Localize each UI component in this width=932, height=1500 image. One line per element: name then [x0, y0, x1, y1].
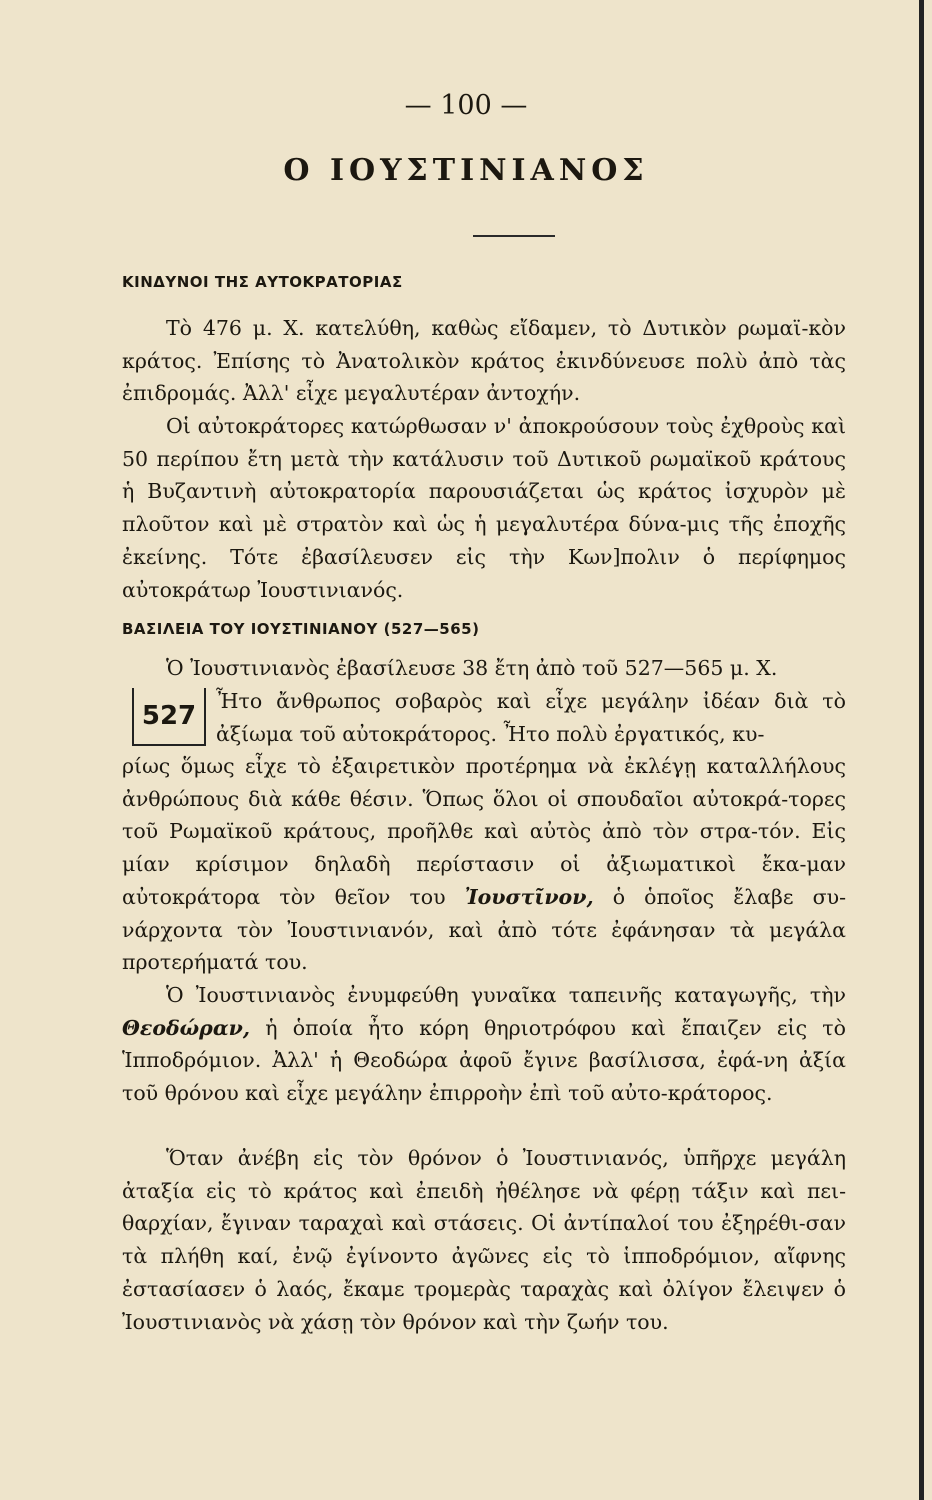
- paragraph-3-continued: [122, 750, 846, 979]
- paragraph-1: [122, 312, 846, 410]
- paragraph-3-wrapped: Ἦτο ἄνθρωπος σοβαρὸς καὶ εἶχε μεγάλην ἰδέαν διὰ τὸ ἀξίωμα τοῦ αὐτοκράτορος. Ἦτο πολὺ ἐργατικός, κυ-: [216, 689, 846, 746]
- name-theodora: Θεοδώραν,: [122, 1015, 250, 1040]
- section-heading-dangers: ΚΙΝΔΥΝΟΙ ΤΗΣ ΑΥΤΟΚΡΑΤΟΡΙΑΣ: [122, 273, 403, 291]
- paragraph-3-text-a: ρίως ὅμως εἶχε τὸ ἐξαιρετικὸν προτέρημα νὰ ἐκλέγῃ καταλλήλους ἀνθρώπους διὰ κάθε θέσιν. Ὅπως ὅλοι οἱ σπουδαῖοι αὐτοκρά-τορες τοῦ Ρωμαϊκοῦ κράτους, προῆλθε καὶ αὐτὸς ἀπὸ τὸν στρα-τόν. Εἰς μίαν κρίσιμον δηλαδὴ περίστασιν οἱ ἀξιωματικοὶ ἔκα-μαν αὐτοκράτορα τὸν θεῖον του: [122, 754, 846, 909]
- paragraph-3-first-text: Ὁ Ἰουστινιανὸς ἐβασίλευσε 38 ἔτη ἀπὸ τοῦ 527—565 μ. Χ.: [166, 656, 778, 680]
- name-justin: Ἰουστῖνον,: [464, 884, 594, 909]
- divider: [473, 235, 555, 237]
- paragraph-1-text: Τὸ 476 μ. Χ. κατελύθη, καθὼς εἴδαμεν, τὸ Δυτικὸν ρωμαϊ-κὸν κράτος. Ἐπίσης τὸ Ἀνατολικὸν κράτος ἐκινδύνευσε πολὺ ἀπὸ τὰς ἐπιδρομάς. Ἀλλ' εἶχε μεγαλυτέραν ἀντοχήν.: [122, 316, 846, 406]
- paragraph-4-text-b: ἡ ὁποία ἦτο κόρη θηριοτρόφου καὶ ἔπαιζεν εἰς τὸ Ἱπποδρόμιον. Ἀλλ' ἡ Θεοδώρα ἀφοῦ ἔγινε βασίλισσα, ἐφά-νη ἀξία τοῦ θρόνου καὶ εἶχε μεγάλην ἐπιρροὴν ἐπὶ τοῦ αὐτο-κράτορος.: [122, 1015, 846, 1106]
- binding-edge: [919, 0, 924, 1500]
- section-heading-reign: ΒΑΣΙΛΕΙΑ ΤΟΥ ΙΟΥΣΤΙΝΙΑΝΟΥ (527—565): [122, 620, 480, 638]
- paragraph-3-text-b: ὁ ὁποῖος ἔλαβε συ-νάρχοντα τὸν Ἰουστινιανόν, καὶ ἀπὸ τότε ἐφάνησαν τὰ μεγάλα προτερήματά του.: [122, 884, 846, 975]
- paragraph-4: [122, 979, 846, 1110]
- chapter-title: Ο ΙΟΥΣΤΙΝΙΑΝΟΣ: [283, 153, 649, 188]
- paragraph-4-text-a: Ὁ Ἰουστινιανὸς ἐνυμφεύθη γυναῖκα ταπεινῆς καταγωγῆς, τὴν: [166, 983, 846, 1007]
- paragraph-5-text: Ὅταν ἀνέβη εἰς τὸν θρόνον ὁ Ἰουστινιανός, ὑπῆρχε μεγάλη ἀταξία εἰς τὸ κράτος καὶ ἐπειδὴ ἠθέλησε νὰ φέρῃ τάξιν καὶ πει-θαρχίαν, ἔγιναν ταραχαὶ καὶ στάσεις. Οἱ ἀντίπαλοί του ἐξηρέθι-σαν τὰ πλήθη καί, ἐνῷ ἐγίνοντο ἀγῶνες εἰς τὸ ἱπποδρόμιον, αἴφνης ἐστασίασεν ὁ λαός, ἔκαμε τρομερὰς ταραχὰς καὶ ὀλίγον ἔλειψεν ὁ Ἰουστινιανὸς νὰ χάσῃ τὸν θρόνον καὶ τὴν ζωήν του.: [122, 1146, 846, 1334]
- paragraph-2-text: Οἱ αὐτοκράτορες κατώρθωσαν ν' ἀποκρούσουν τοὺς ἐχθροὺς καὶ 50 περίπου ἔτη μετὰ τὴν κατάλυσιν τοῦ Δυτικοῦ ρωμαϊκοῦ κράτους ἡ Βυζαντινὴ αὐτοκρατορία παρουσιάζεται ὡς κράτος ἰσχυρὸν μὲ πλοῦτον καὶ μὲ στρατὸν καὶ ὡς ἡ μεγαλυτέρα δύνα-μις τῆς ἐποχῆς ἐκείνης. Τότε ἐβασίλευσεν εἰς τὴν Κων]πολιν ὁ περίφημος αὐτοκράτωρ Ἰουστινιανός.: [122, 414, 846, 602]
- page-number: — 100 —: [404, 90, 528, 121]
- paragraph-2: [122, 410, 846, 606]
- margin-year-box: 527: [132, 688, 206, 746]
- paragraph-3-first-line: [122, 652, 846, 685]
- paragraph-5: [122, 1142, 846, 1338]
